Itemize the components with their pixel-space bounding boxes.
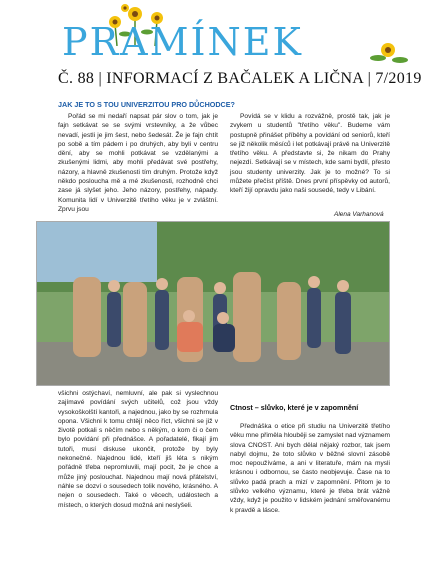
article-paragraph: Povídá se v klidu a rozvážně, prostě tak, jak je zvykem u studentů "třetího věku". Budeme vám postupně přinášet příběhy a povídání od seniorů, kteří se již několik měsíců i let potkávají právě na Univerzitě třetího věku. A představte si, že nikam do Prahy nejezdí. Setkávají se v místech, kde sami bydlí, přesto jsou studenty univerzity. Jak je to možné? To si můžete přečíst příště. Dnes první příspěvky od autorů, kteří žijí opravdu jako naši sousedé, tedy v Libání.	[230, 113, 390, 195]
author-signature: Alena Varhanová	[334, 211, 384, 218]
flower-decoration	[370, 40, 410, 66]
article-column-2	[230, 112, 390, 196]
article-column-3	[230, 422, 390, 515]
group-photo-image	[37, 222, 389, 385]
masthead	[0, 0, 422, 96]
issue-line: Č. 88 | INFORMACÍ Z BAČALEK A LIČNA | 7/2019	[58, 70, 422, 87]
article-heading: JAK JE TO S TOU UNIVERZITOU PRO DŮCHODCE?	[58, 100, 235, 109]
group-photo	[36, 221, 390, 386]
article-continuation	[58, 389, 218, 510]
article-paragraph: Přednáška o etice při studiu na Univerzitě třetího věku mne přiměla hlouběji se zamyslet nad významem slova CNOST. Ani bych dělal nějaký rozbor, tak jsem nabyl dojmu, že toto slůvko v běžné slovní zásobě moc nepoužíváme, a ani v literatuře, mám na mysli krásnou i odbornou, se často neobjevuje. Čase na to slůvko padá prach a mizí v zapomnění. Přitom je to slůvko velkého významu, které je třeba brát vážně vždy, když je použito v lidském jednání směřovanému k pravdě a lásce.	[230, 423, 390, 514]
article-paragraph: Pořád se mi nedaří napsat pár slov o tom, jak je fajn setkávat se se svými vrstevníky, a že vůbec nevadí, jestli je jim šest, nebo šedesát. Že je fajn chtít po sobě a tím pádem i po druhých, aby byli v centru dění, aby se mohli potkávat se vzdělanými a zkušenými lidmi, aby mohli předávat své postřehy, názory, a hlavně zkušenosti tím druhým. Protože když někdo posloucha mě a mé zkušenosti, rozhodně chci zase já slyšet jeho. Jeho názory, postřehy, nápady. Komunita lidí v Univerzitě třetího věku je v zvláštní. Zprvu jsou	[58, 113, 218, 213]
newsletter-title: PRAMÍNEK	[62, 20, 303, 64]
article-heading: Ctnost – slůvko, které je v zapomnění	[230, 403, 359, 412]
article-paragraph: všichni ostýchaví, nemluvní, ale pak si vyslechnou zajímavé povídání svých učitelů, což jsou vždy vysokoškolští kantoři, a najednou, jako by se rozhrnula opona. Všichni k tomu chtějí něco říct, všichni se již v životě potkali s něčím nebo s někým, o kom či o čem bylo povídání při přednášce. A pořadatelé, fikají jim tutoři, musí diskuse ukončit, protože by byly nekonečné. Najednou lidé, kteří jiš léta s nikým pořádně třeba nepromluvili, mají pocit, že je chce a může jiný poslouchat. Najednou mají nová přátelství, náhle se dozví o sousedech tolik nového, krásného. A nejen o sousedech. Také o věcech, událostech a místech, o kterých dosud možná ani neslyšeli.	[58, 390, 218, 509]
article-column-1	[58, 112, 218, 214]
